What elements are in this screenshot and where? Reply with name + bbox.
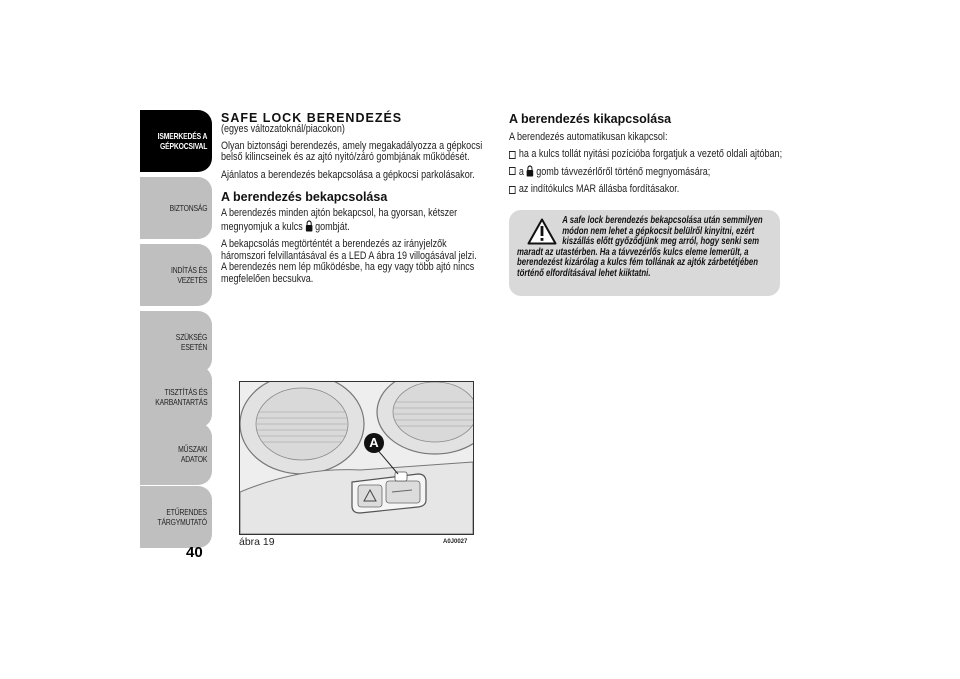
- bullet-list: [509, 149, 792, 196]
- warning-box: [509, 210, 780, 296]
- tab-szukseg[interactable]: [140, 311, 212, 373]
- tab-label: TISZTÍTÁS ÉS KARBANTARTÁS: [154, 387, 208, 407]
- tab-label: MŰSZAKI ADATOK: [178, 444, 208, 464]
- left-column: [221, 112, 491, 291]
- list-item-text: [519, 165, 710, 179]
- warning-text: [517, 216, 767, 280]
- tab-tisztitas[interactable]: [140, 366, 212, 428]
- checkbox-bullet-icon: [509, 167, 516, 175]
- tab-label: BIZTONSÁG: [169, 203, 208, 213]
- paragraph: A bekapcsolás megtörténtét a berendezés az irányjelzők háromszori felvillantásával és a LED A ábra 19 villogásával jelzi. A berendezés nem lép működésbe, ha egy vagy több ajtó nincs megfelelően becsukva.: [221, 238, 477, 285]
- tab-targymutato[interactable]: [140, 486, 212, 548]
- tab-label: SZÜKSÉG ESETÉN: [175, 332, 208, 352]
- figure-caption: ábra 19: [239, 536, 275, 548]
- paragraph: A berendezés automatikusan kikapcsol:: [509, 131, 668, 143]
- paragraph: Ajánlatos a berendezés bekapcsolása a gépkocsi parkolásakor.: [221, 168, 475, 181]
- warning-line: módon nem lehet a gépkocsit belülről kinyitni, ezért: [562, 225, 755, 237]
- figure-door-panel: [239, 381, 474, 535]
- tab-label: ETŰRENDES TÁRGYMUTATÓ: [157, 507, 208, 527]
- paragraph: [221, 208, 483, 233]
- text: a: [518, 166, 524, 178]
- section-title: SAFE LOCK BERENDEZÉS: [221, 111, 403, 125]
- tab-biztonsag[interactable]: [140, 177, 212, 239]
- list-item: [509, 184, 792, 196]
- tab-ismerkedes[interactable]: [140, 110, 212, 172]
- door-illustration: [240, 382, 473, 534]
- tab-label: INDÍTÁS ÉS VEZETÉS: [171, 265, 208, 285]
- list-item: [509, 149, 792, 161]
- list-item-text: az indítókulcs MAR állásba fordításakor.: [518, 182, 680, 195]
- tab-inditas[interactable]: [140, 244, 212, 306]
- lock-icon: [526, 165, 533, 177]
- tab-muszaki[interactable]: [140, 423, 212, 485]
- text: gombját.: [315, 220, 350, 233]
- deactivation-heading: A berendezés kikapcsolása: [509, 112, 672, 126]
- figure-code: A0J0027: [443, 539, 468, 545]
- page-number: 40: [186, 544, 203, 561]
- right-column: [509, 112, 789, 201]
- lock-icon: [305, 220, 312, 232]
- warning-line: A safe lock berendezés bekapcsolása után semmilyen: [562, 215, 763, 226]
- checkbox-bullet-icon: [509, 151, 516, 159]
- callout-marker-a: A: [364, 433, 384, 453]
- warning-line: maradt az utastérben. Ha a távvezérlős kulcs eleme lemerült, a berendezést kizárólag a kulcs fém tollának az ajtók zárbetétjében történő elfordításával lehet kiiktatni.: [517, 246, 759, 279]
- tab-label: ISMERKEDÉS A GÉPKOCSIVAL: [157, 131, 208, 151]
- paragraph: Olyan biztonsági berendezés, amely megakadályozza a gépkocsi belső kilincseinek és az ajtó nyitó/záró gombjának működését.: [221, 139, 483, 163]
- checkbox-bullet-icon: [509, 186, 516, 194]
- text: A berendezés minden ajtón bekapcsol, ha gyorsan, kétszer megnyomjuk a kulcs: [221, 207, 458, 233]
- warning-line: kiszállás előtt győződjünk meg arról, hogy senki sem: [562, 236, 760, 248]
- text: gomb távvezérlőről történő megnyomására;: [536, 166, 711, 178]
- list-item-text: ha a kulcs tollát nyitási pozícióba forgatjuk a vezető oldali ajtóban;: [518, 147, 783, 160]
- section-subtitle: (egyes változatoknál/piacokon): [221, 123, 345, 135]
- activation-heading: A berendezés bekapcsolása: [221, 190, 388, 204]
- list-item: [509, 165, 792, 179]
